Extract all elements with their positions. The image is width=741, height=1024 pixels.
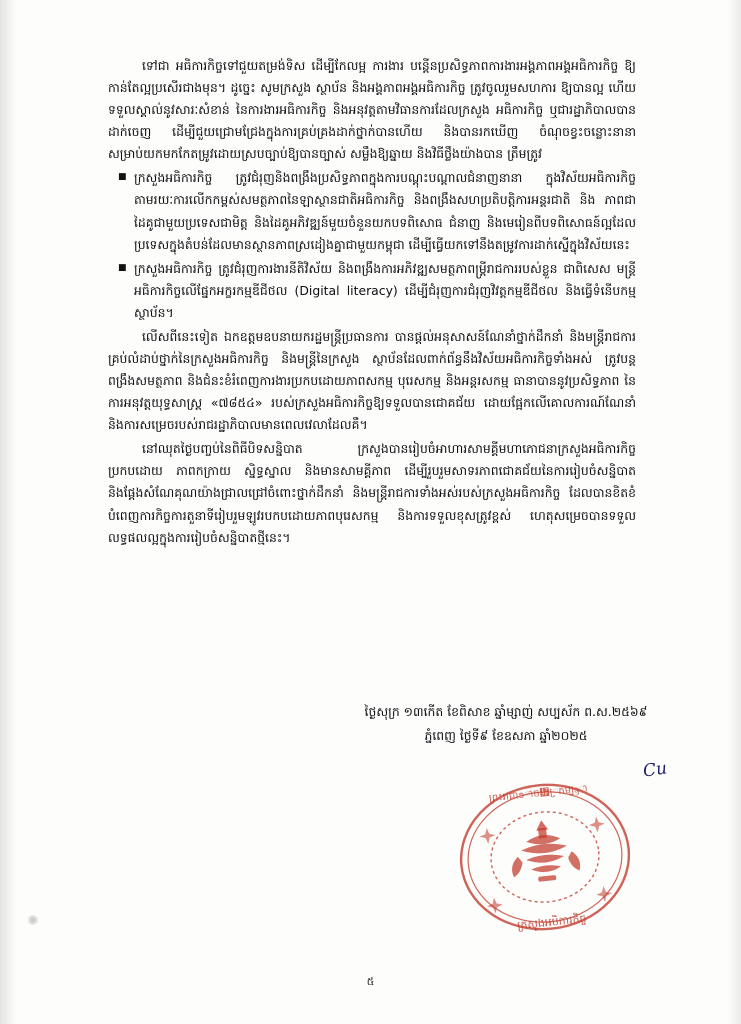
document-body xyxy=(108,55,636,551)
bullet-text: ក្រសួងអធិការកិច្ច ត្រូវជំរុញការងារនីតិវិស័យ និងពង្រឹងការអភិវឌ្ឍសមត្ថភាពម្ត្រីរាជការរបស់ខ្លួន ជាពិសេស មន្ត្រីអធិការកិច្ចលើផ្នែកអក្ខរកម្មឌីជីថល (Digital literacy) ដើម្បីជំរុញការជំរុញវិវត្តកម្មឌីជីថល និងធ្វើទំនើបកម្មស្ថាប័ន។ xyxy=(134,260,636,320)
bullet-item xyxy=(108,167,636,255)
bullet-marker-icon: ■ xyxy=(118,262,127,273)
bullet-text: ក្រសួងអធិការកិច្ច ត្រូវជំរុញនិងពង្រឹងប្រសិទ្ធភាពក្នុងការបណ្តុះបណ្តាលជំនាញនានា ក្នុងវិស័យអធិការកិច្ច តាមរយៈការលើកកម្ពស់សមត្ថភាពនៃឡាស្ថានជាតិអធិការកិច្ច និងពង្រឹងសហប្រតិបត្តិការអន្តរជាតិ និង ភាពជាដៃគូជាមួយប្រទេសជាមិត្ត និងដៃគូអភិវឌ្ឍន៍មួយចំនួនយកបទពិសោធ ជំនាញ និងមេរៀនពីបទពិសោធន៍ល្អដែលប្រទេសក្នុងតំបន់ដែលមានស្ថានភាពស្រដៀងគ្នាជាមួយកម្ពុជា ដើម្បីធ្វើយកទៅនឹងតម្រូវការដាក់ស្នើក្នុងវិស័យនេះ xyxy=(134,170,636,252)
bullet-item xyxy=(108,258,636,324)
bullet-marker-icon: ■ xyxy=(118,172,127,183)
page-number: ៥ xyxy=(366,975,375,988)
handwritten-initial: Cu xyxy=(641,758,669,782)
paragraph-2: លើសពីនេះទៀត ឯកឧត្តមឧបនាយករដ្ឋមន្ត្រីប្រធានការ បានផ្តល់អនុសាសន៍ណែនាំថ្នាក់ដឹកនាំ និងមន្ត្រីរាជការ គ្រប់លំដាប់ថ្នាក់នៃក្រសួងអធិការកិច្ច និងមន្ត្រីនៃក្រសួង ស្ថាប័នដែលពាក់ព័ន្ធនឹងវិស័យអធិការកិច្ចទាំងអស់ ត្រូវបន្តពង្រឹងសមត្ថភាព និងជំនះខំរំពេញការងារប្រកបដោយភាពសកម្ម បុរេសកម្ម និងអន្តរសកម្ម ធានាបាននូវប្រសិទ្ធភាព នៃការអនុវត្តយុទ្ធសាស្ត្រ «៧៨៥៤» របស់ក្រសួងអធិការកិច្ចឱ្យទទួលបានជោគជ័យ ដោយផ្អែកលើគោលការណ៍ណែនាំ និងការសម្រេចរបស់រាជរដ្ឋាភិបាលមានពេលវេលាដែលគឺ។ xyxy=(108,328,636,433)
official-seal-icon xyxy=(450,762,640,952)
svg-text:ព្រះរាជា᪁ាច᝿្រកម្បᦃា: ព្រះរាជា᪁ាច᝿្រកម្បᦃា xyxy=(488,783,589,805)
signature-date-buddhist: ថ្ងៃសុក្រ ១៣កើត ខែពិសាខ ឆ្នាំម្សាញ់ សប្បស័ក ព.ស.២៥៦៩ xyxy=(364,704,648,719)
signature-place-date: ភ្នំពេញ ថ្ងៃទី៩ ខែឧសភា ឆ្នាំ២០២៥ xyxy=(424,727,588,743)
seal-area xyxy=(430,752,670,933)
signature-block xyxy=(341,700,671,747)
paragraph-3: នៅឈុតថ្ងៃបញ្ចប់នៃពិធីបិទសន្និបាត ក្រសួងបានរៀបចំអាហារសាមគ្គីមហាភោជនាក្រសួងអធិការកិច្ច ប្រកបដោយ ភាពកក្រាយ ស្និទ្ធស្នាល និងមានសាមគ្គីភាព ដើម្បីរួបរួមសាទរភាពជោគជ័យនៃការរៀបចំសន្និបាត និងផ្តែងសំណែគុណយ៉ាងជ្រាលជ្រៅចំពោះថ្នាក់ដឹកនាំ និងមន្ត្រីរាជការទាំងអស់របស់ក្រសួងអធិការកិច្ច ដែលបានខិតខំបំពេញការកិច្ចការតួនាទីរៀបរួមឡូវរបកបដោយភាពបុរេសកម្ម និងការទទួលខុសត្រូវខ្ពស់ ហេតុសម្រេចបានទទួលលទ្ធផលល្អក្នុងការរៀបចំសន្និបាតថ្មីនេះ។ xyxy=(108,441,636,545)
svg-text:ក្រសូងអបិការកិច្ច: ក្រសូងអបិការកិច្ច xyxy=(516,912,588,933)
paragraph-1: ទៅជា អធិការកិច្ចទៅជួយតម្រង់ទិស ដើម្បីកែលម្អ ការងារ បន្តើនប្រសិទ្ធភាពការងារអង្គភាពអង្គអធិការកិច្ច ឱ្យកាន់តែល្អប្រសើរជាងមុន។ ដូច្នេះ សូមក្រសួង ស្ថាប័ន និងអង្គភាពអង្គអធិការកិច្ច ត្រូវចូលរួមសហការ ឱ្យបានល្អ ហើយទទួលស្គាល់នូវសារៈសំខាន់ នៃការងារអធិការកិច្ច និងអនុវត្តតាមវិធានការដែលក្រសួង អធិការកិច្ច ឬជារដ្ឋាភិបាលបានដាក់ចេញ ដើម្បីជួយជ្រោមជ្រែងក្នុងការគ្រប់គ្រងដាក់ថ្នាក់បានហើយ និងបានរកឃើញ ចំណុចខ្វះចន្លោះនានា សម្រាប់យកមកកែតម្រូវដោយស្របច្បាប់ឱ្យបានច្បាស់ សម្លឹងឱ្យឆ្នាយ និងវិធីថ្លឹងយ៉ាងបាន ត្រឹមត្រូវ xyxy=(108,58,636,162)
scan-artifact xyxy=(28,915,38,925)
